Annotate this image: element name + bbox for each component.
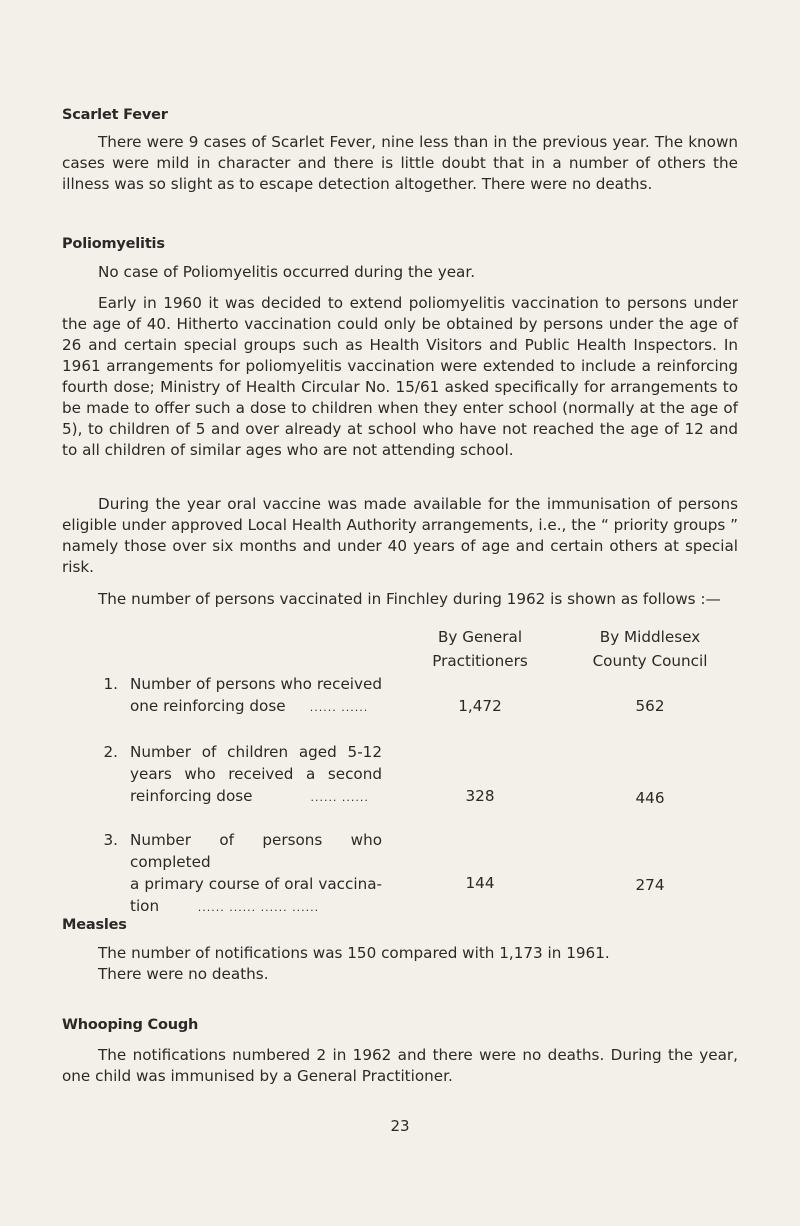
row-description-line: one reinforcing dose bbox=[130, 697, 286, 715]
row-description-line: a primary course of oral vaccina- bbox=[130, 875, 382, 893]
row-description bbox=[130, 673, 382, 719]
heading-measles: Measles bbox=[62, 917, 127, 933]
paragraph-polio-4-text: The number of persons vaccinated in Finchley during 1962 is shown as follows :— bbox=[98, 590, 721, 608]
row-description-last-line bbox=[130, 785, 382, 809]
row-description bbox=[130, 741, 382, 809]
row-description-last-line bbox=[130, 895, 382, 919]
table-header-mcc-line2: County Council bbox=[592, 652, 708, 670]
heading-scarlet-fever: Scarlet Fever bbox=[62, 107, 168, 123]
row-description-line: tion bbox=[130, 897, 160, 915]
row-description-line: Number of children aged 5-12 bbox=[130, 743, 382, 761]
value-mcc-row-3: 274 bbox=[635, 876, 665, 894]
row-description-line: years who received a second bbox=[130, 765, 382, 783]
row-description-line: Number of persons who received bbox=[130, 675, 382, 693]
dot-leaders: ...... ...... bbox=[310, 791, 369, 804]
table-header-general-practitioners bbox=[405, 625, 555, 673]
row-description-last-line bbox=[130, 695, 382, 719]
row-description-line: reinforcing dose bbox=[130, 787, 253, 805]
paragraph-polio-1 bbox=[62, 262, 738, 283]
paragraph-measles bbox=[62, 943, 738, 985]
row-number: 3. bbox=[103, 831, 118, 849]
heading-poliomyelitis: Poliomyelitis bbox=[62, 236, 165, 252]
value-gp-row-1: 1,472 bbox=[458, 697, 502, 715]
paragraph-polio-3 bbox=[62, 494, 738, 578]
row-description-line: Number of persons who completed bbox=[130, 831, 382, 871]
paragraph-scarlet-fever-text: There were 9 cases of Scarlet Fever, nine less than in the previous year. The known cases were mild in character and there is little doubt that in a number of others the illness was so slight as to escape detection altogether. There were no deaths. bbox=[62, 133, 738, 193]
row-number: 1. bbox=[103, 675, 118, 693]
paragraph-whooping-cough-text: The notifications numbered 2 in 1962 and there were no deaths. During the year, one child was immunised by a General Practitioner. bbox=[62, 1046, 738, 1085]
heading-whooping-cough: Whooping Cough bbox=[62, 1017, 199, 1033]
paragraph-polio-2 bbox=[62, 293, 738, 461]
dot-leaders: ...... ...... bbox=[309, 701, 369, 714]
table-header-gp-line2: Practitioners bbox=[432, 652, 528, 670]
value-gp-row-2: 328 bbox=[465, 787, 495, 805]
page-number: 23 bbox=[390, 1117, 410, 1135]
paragraph-measles-line1: The number of notifications was 150 compared with 1,173 in 1961. bbox=[98, 944, 610, 962]
paragraph-scarlet-fever bbox=[62, 132, 738, 195]
paragraph-polio-2-text: Early in 1960 it was decided to extend poliomyelitis vaccination to persons under the age of 40. Hitherto vaccination could only be obtained by persons under the age of 26 and certain special groups such as Health Visitors and Public Health Inspectors. In 1961 arrangements for poliomyelitis vaccination were extended to include a reinforcing fourth dose; Ministry of Health Circular No. 15/61 asked specifically for arrangements to be made to offer such a dose to children when they enter school (normally at the age of 5), to children of 5 and over already at school who have not reached the age of 12 and to all children of similar ages who are not attending school. bbox=[62, 294, 738, 459]
table-header-gp-line1: By General bbox=[437, 628, 523, 646]
value-mcc-row-2: 446 bbox=[635, 789, 665, 807]
paragraph-whooping-cough bbox=[62, 1045, 738, 1087]
paragraph-polio-3-text: During the year oral vaccine was made available for the immunisation of persons eligible under approved Local Health Authority arrangements, i.e., the “ priority groups ” namely those over six months and under 40 years of age and certain others at special risk. bbox=[62, 495, 738, 576]
paragraph-measles-line2: There were no deaths. bbox=[98, 965, 269, 983]
table-header-middlesex-county-council bbox=[565, 625, 735, 673]
paragraph-polio-4 bbox=[62, 589, 738, 610]
row-number: 2. bbox=[103, 743, 118, 761]
row-description bbox=[130, 829, 382, 919]
dot-leaders: ...... ...... ...... ...... bbox=[197, 901, 320, 914]
table-header-mcc-line1: By Middlesex bbox=[599, 628, 701, 646]
value-gp-row-3: 144 bbox=[465, 874, 495, 892]
value-mcc-row-1: 562 bbox=[635, 697, 665, 715]
paragraph-polio-1-text: No case of Poliomyelitis occurred during the year. bbox=[98, 263, 476, 281]
